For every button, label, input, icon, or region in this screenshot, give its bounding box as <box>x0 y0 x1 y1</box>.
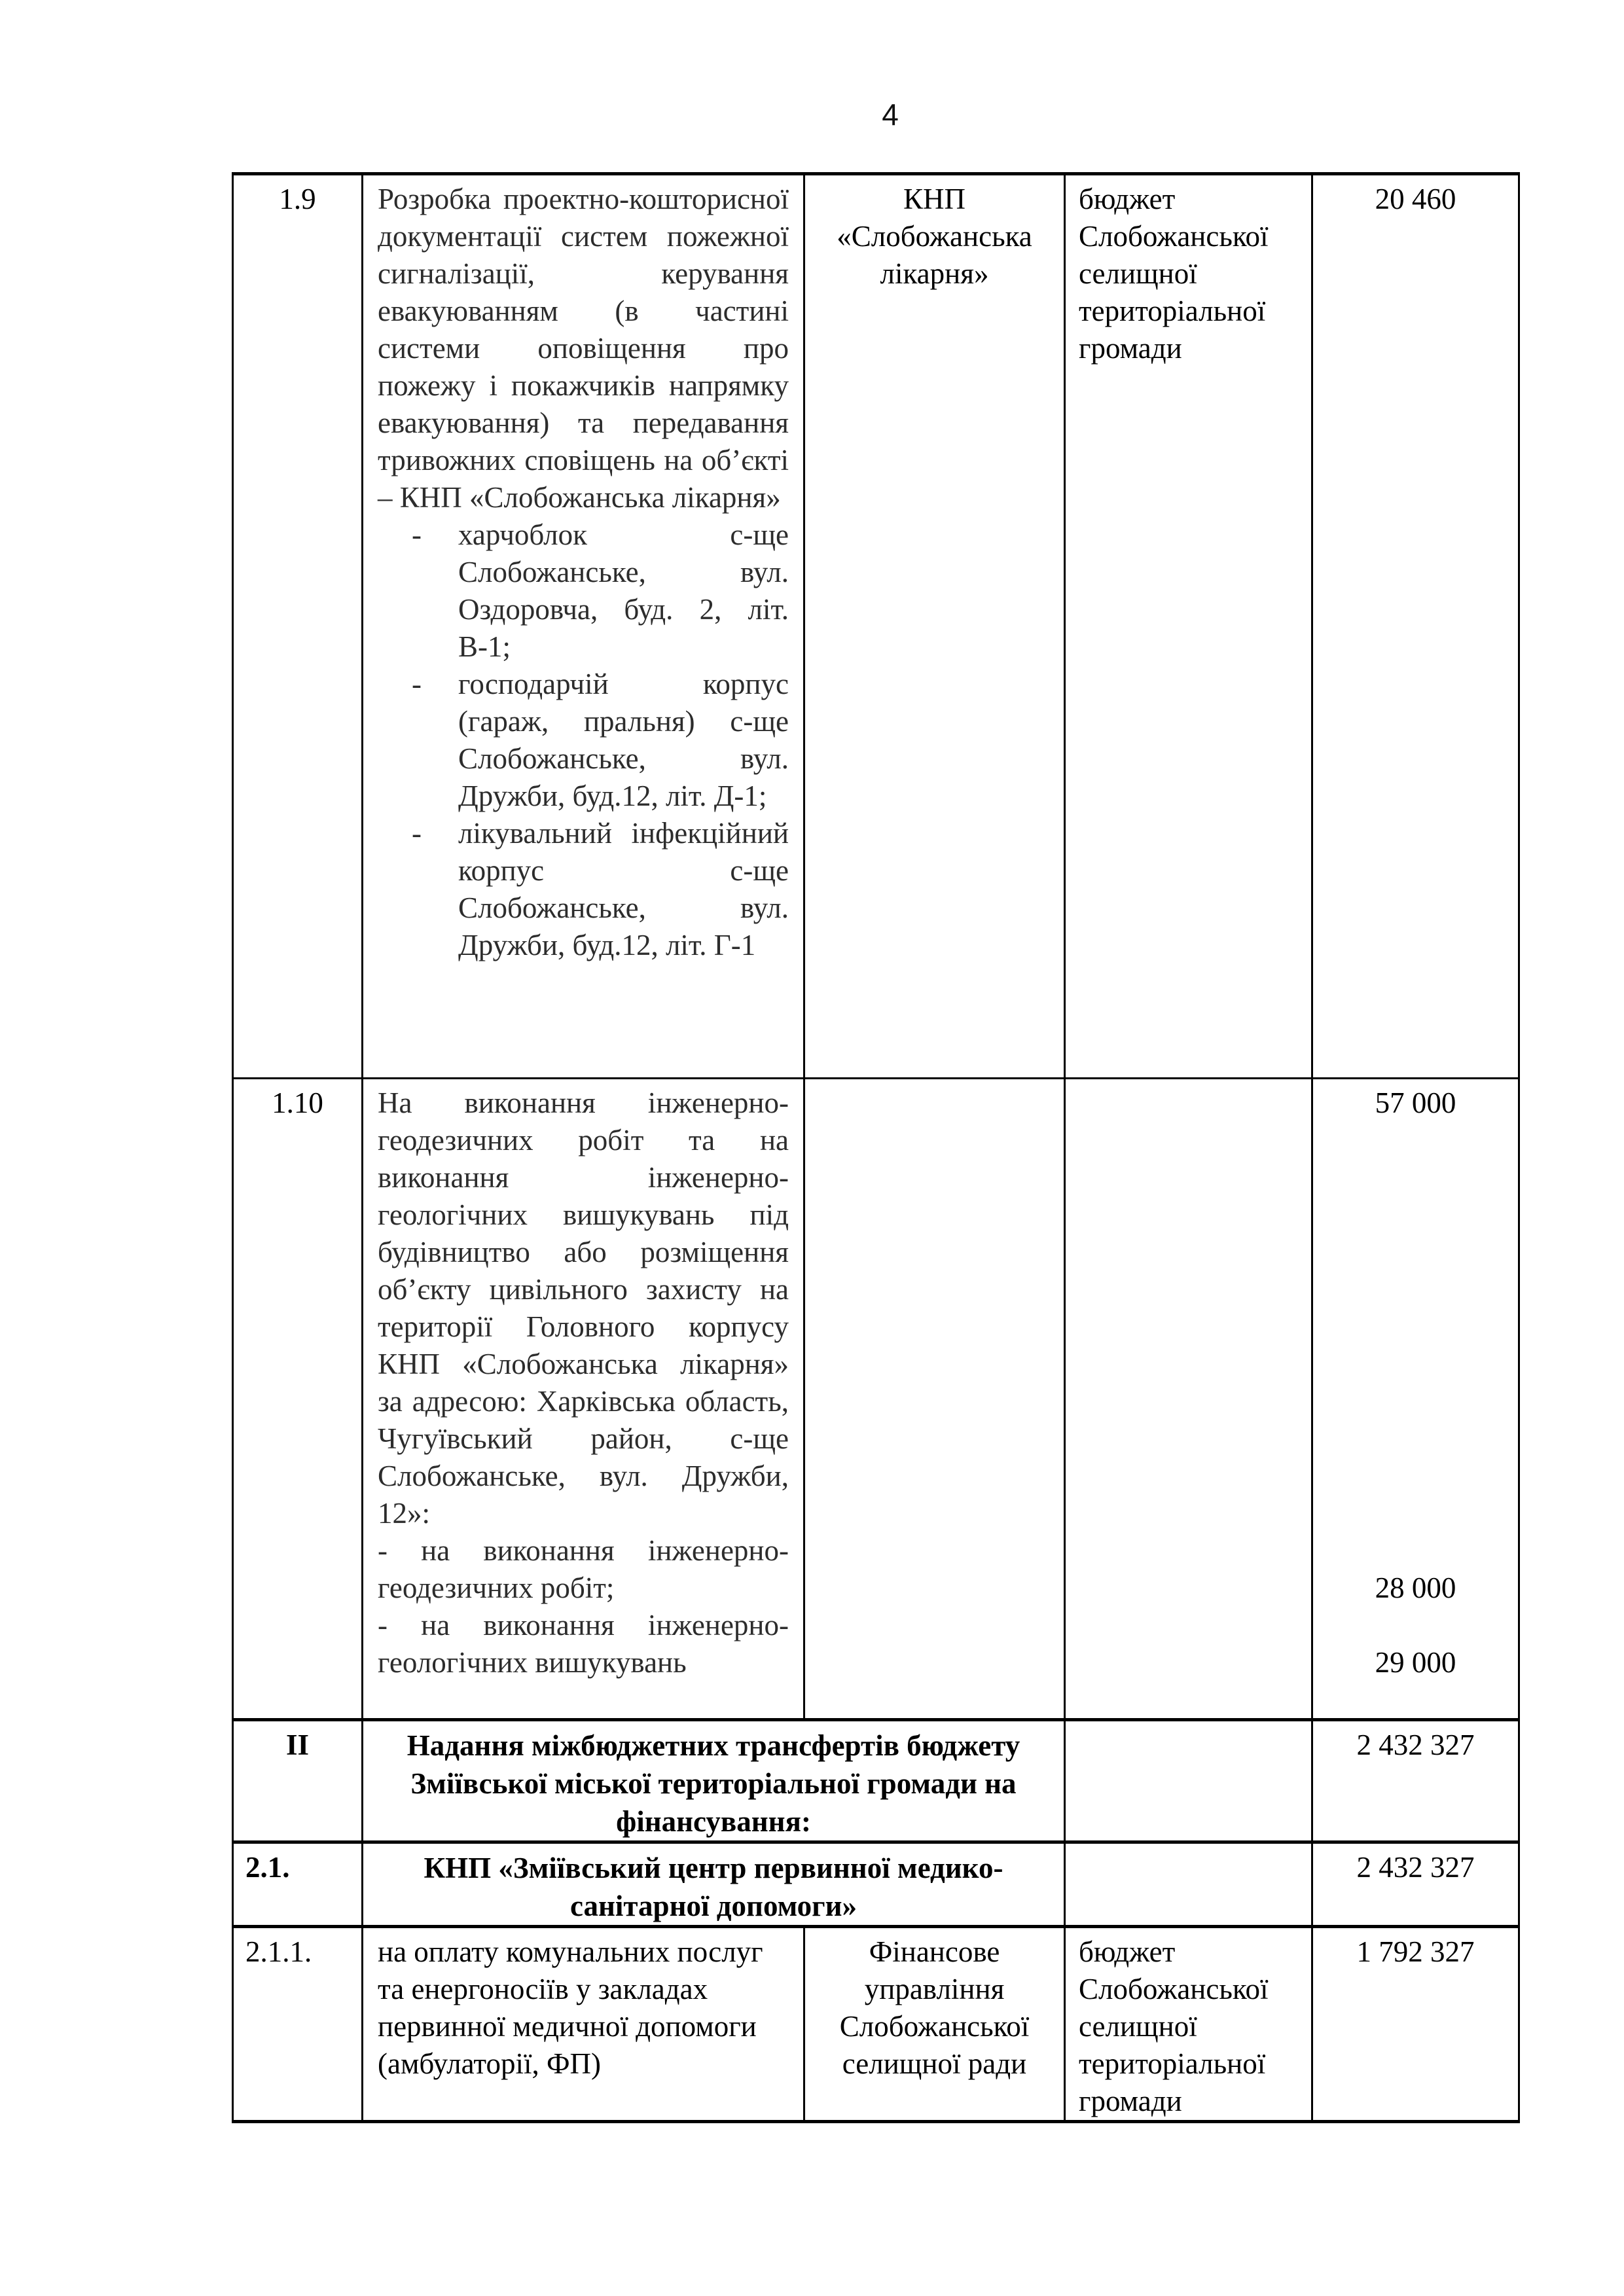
row-amount-sub: 29 000 <box>1375 1646 1456 1679</box>
row-number: 2.1.1. <box>233 1927 363 2122</box>
row-funding-source <box>1065 1079 1312 1720</box>
row-funding-source <box>1065 1720 1312 1842</box>
table-row-2-1-1 <box>233 1927 1519 2122</box>
institution-title: КНП «Зміївський центр первинної медико-санітарної допомоги» <box>363 1842 1065 1927</box>
table-row-1-9 <box>233 174 1519 1079</box>
table-row-2-1 <box>233 1842 1519 1927</box>
description-intro: На виконання інженерно-геодезичних робіт та на виконання інженерно-геологічних вишукувань під будівництво або розміщення об’єкту цивільного захисту на території Головного корпусу КНП «Слобожанська лікарня» за адресою: Харківська область, Чугуївський район, с-ще Слобожанське, вул. Дружби, 12»: <box>378 1086 789 1530</box>
row-amount: 1 792 327 <box>1312 1927 1519 2122</box>
section-title: Надання міжбюджетних трансфертів бюджету Зміївської міської територіальної громади на фінансування: <box>363 1720 1065 1842</box>
row-description: на оплату комунальних послуг та енергоносіїв у закладах первинної медичної допомоги (амбулаторії, ФП) <box>363 1927 804 2122</box>
row-executor <box>804 1079 1065 1720</box>
row-amount-cell <box>1312 1079 1519 1720</box>
table-row-section-ii <box>233 1720 1519 1842</box>
description-sub-item: - на виконання інженерно-геодезичних робіт; <box>378 1534 789 1604</box>
table-row-1-10 <box>233 1079 1519 1720</box>
spacer <box>1313 1607 1518 1644</box>
row-amount-sub: 28 000 <box>1375 1571 1456 1604</box>
row-funding-source: бюджет Слобожанської селищної територіальної громади <box>1065 1927 1312 2122</box>
row-number: 2.1. <box>233 1842 363 1927</box>
object-list <box>378 516 789 964</box>
section-amount: 2 432 327 <box>1312 1720 1519 1842</box>
row-funding-source: бюджет Слобожанської селищної територіальної громади <box>1065 174 1312 1079</box>
budget-table <box>232 172 1520 2123</box>
description-intro: Розробка проектно-кошторисної документації систем пожежної сигналізації, керування евакуюванням (в частині системи оповіщення про пожежу і покажчиків напрямку евакуювання) та передавання тривожних сповіщень на об’єкті – КНП «Слобожанська лікарня» <box>378 183 789 514</box>
row-amount: 57 000 <box>1375 1086 1456 1119</box>
row-description <box>363 174 804 1079</box>
row-amount: 20 460 <box>1312 174 1519 1079</box>
section-number: II <box>233 1720 363 1842</box>
row-funding-source <box>1065 1842 1312 1927</box>
row-amount: 2 432 327 <box>1312 1842 1519 1927</box>
row-number: 1.9 <box>233 174 363 1079</box>
spacer <box>1313 1122 1518 1570</box>
row-executor: Фінансове управління Слобожанської селищної ради <box>804 1927 1065 2122</box>
object-item: - лікувальний інфекційний корпус с-ще Слобожанське, вул. Дружби, буд.12, літ. Г-1 <box>378 815 789 964</box>
page-number: 4 <box>882 98 899 132</box>
row-description <box>363 1079 804 1720</box>
object-item: - харчоблок с-ще Слобожанське, вул. Оздоровча, буд. 2, літ. В-1; <box>378 516 789 666</box>
row-number: 1.10 <box>233 1079 363 1720</box>
description-sub-item: - на виконання інженерно-геологічних вишукувань <box>378 1609 789 1679</box>
row-executor: КНП «Слобожанська лікарня» <box>804 174 1065 1079</box>
object-item: - господарчій корпус (гараж, пральня) с-ще Слобожанське, вул. Дружби, буд.12, літ. Д-1; <box>378 666 789 815</box>
